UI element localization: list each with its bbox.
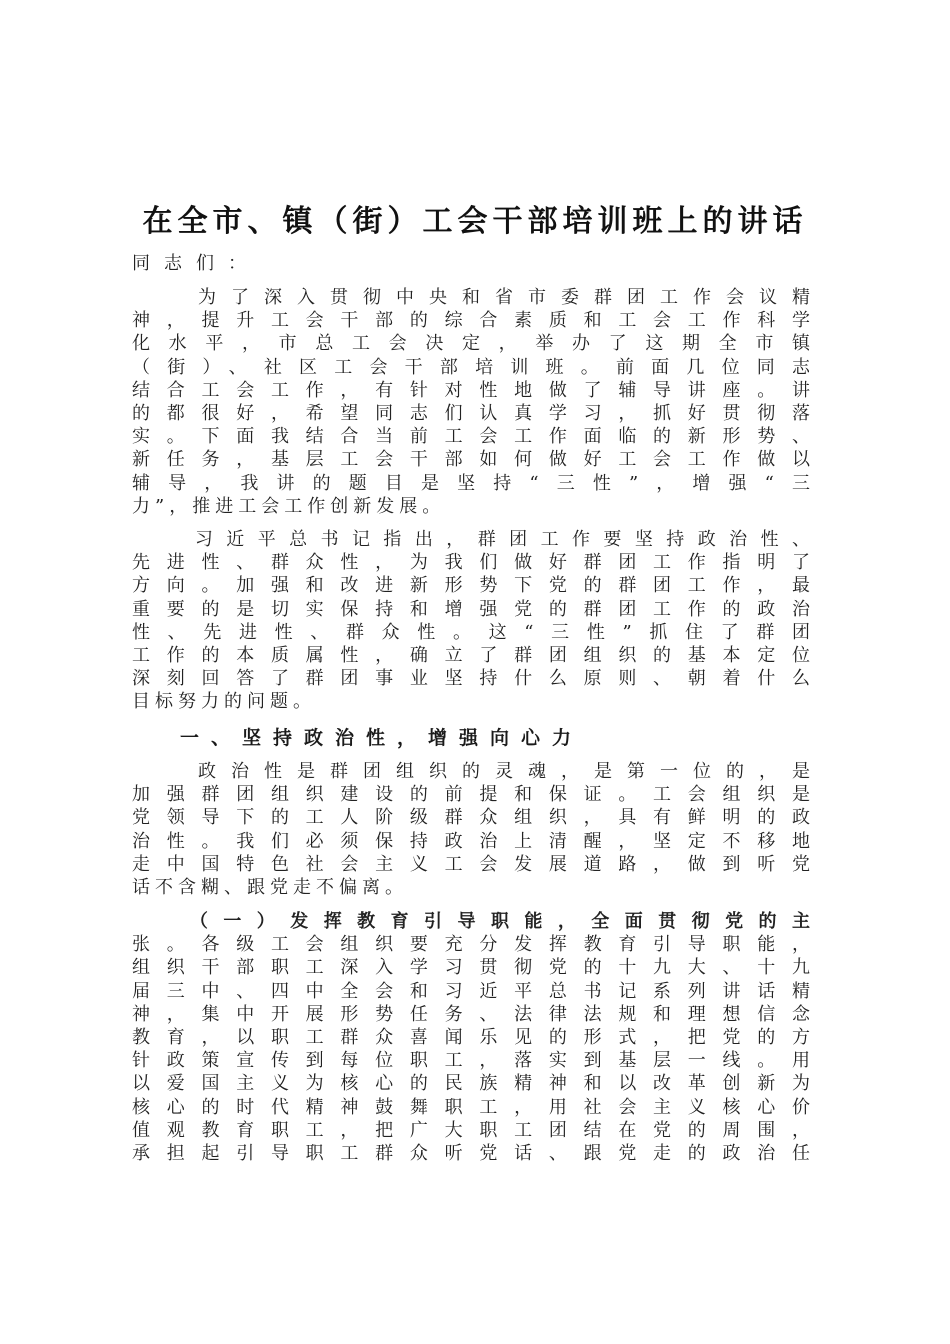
text-line: 党领导下的工人阶级群众组织，具有鲜明的政 [132,807,815,829]
text-line: 为了深入贯彻中央和省市委群团工作会议精 [132,287,815,308]
text-line: 实。下面我结合当前工会工作面临的新形势、 [132,426,815,448]
text-line: 走中国特色社会主义工会发展道路，做到听党 [132,853,815,875]
text-line: 加强群团组织建设的前提和保证。工会组织是 [132,784,815,806]
text-line: （街）、社区工会干部培训班。前面几位同志 [132,356,815,378]
text-line: 先进性、群众性，为我们做好群团工作指明了 [132,552,815,574]
text-line: 承担起引导职工群众听党话、跟党走的政治任 [132,1143,815,1165]
text-line: 的都很好，希望同志们认真学习，抓好贯彻落 [132,403,815,425]
paragraph-political [132,760,815,899]
text-line: 针政策宣传到每位职工，落实到基层一线。用 [132,1050,815,1072]
text-line: 新任务，基层工会干部如何做好工会工作做以 [132,449,815,471]
text-line: 工作的本质属性，确立了群团组织的基本定位 [132,645,815,667]
text-line: 张。各级工会组织要充分发挥教育引导职能， [132,934,815,956]
text-line: 习近平总书记指出，群团工作要坚持政治性、 [132,529,815,550]
text-line: 目标努力的问题。 [132,691,316,713]
text-line: 以爱国主义为核心的民族精神和以改革创新为 [132,1073,815,1095]
page-title: 在全市、镇（街）工会干部培训班上的讲话 [142,204,808,239]
text-line: 深刻回答了群团事业坚持什么原则、朝着什么 [132,668,815,690]
text-line: 组织干部职工深入学习贯彻党的十九大、十九 [132,957,815,979]
paragraph-intro [132,286,815,518]
text-line: 辅导，我讲的题目是坚持“三性”，增强“三 [132,472,815,494]
text-line: 力”，推进工会工作创新发展。 [132,495,446,517]
text-line: 性、先进性、群众性。这“三性”抓住了群团 [132,621,815,643]
text-line: 值观教育职工，把广大职工团结在党的周围， [132,1119,815,1141]
text-line: 教育，以职工群众喜闻乐见的形式，把党的方 [132,1027,815,1049]
paragraph-education [132,910,815,1165]
text-line: 神，提升工会干部的综合素质和工会工作科学 [132,310,815,332]
text-line: 政治性是群团组织的灵魂，是第一位的，是 [132,761,815,782]
text-line: 化水平，市总工会决定，举办了这期全市镇 [132,333,815,355]
text-line: 重要的是切实保持和增强党的群团工作的政治 [132,598,815,620]
salutation: 同志们： [132,253,260,274]
text-line: 核心的时代精神鼓舞职工，用社会主义核心价 [132,1096,815,1118]
text-line: 治性。我们必须保持政治上清醒，坚定不移地 [132,830,815,852]
section-heading: 一、坚持政治性，增强向心力 [180,727,584,749]
text-line: 方向。加强和改进新形势下党的群团工作，最 [132,575,815,597]
text-line: 话不含糊、跟党走不偏离。 [132,877,408,899]
text-line: 届三中、四中全会和习近平总书记系列讲话精 [132,980,815,1002]
text-line: 结合工会工作，有针对性地做了辅导讲座。讲 [132,379,815,401]
text-line: （一）发挥教育引导职能，全面贯彻党的主 [132,911,815,932]
text-line: 神，集中开展形势任务、法律法规和理想信念 [132,1003,815,1025]
paragraph-three-natures [132,528,815,714]
